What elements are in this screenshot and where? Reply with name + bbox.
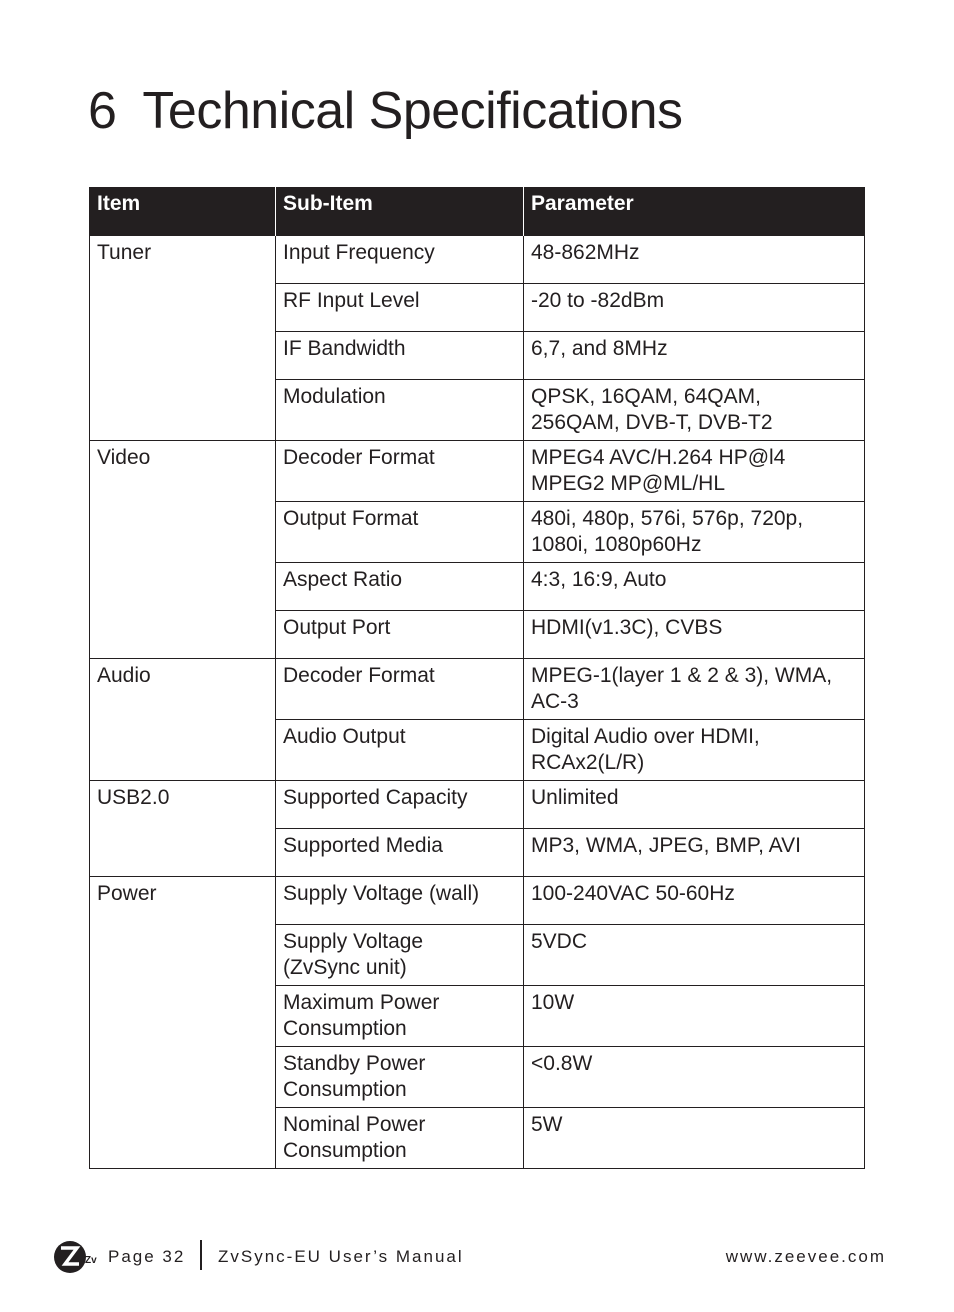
sub-item-cell: Supported Media	[276, 828, 524, 876]
item-cell: Tuner	[90, 235, 276, 440]
item-cell: USB2.0	[90, 780, 276, 876]
item-cell: Video	[90, 440, 276, 658]
parameter-cell: MP3, WMA, JPEG, BMP, AVI	[524, 828, 865, 876]
sub-item-cell: Audio Output	[276, 719, 524, 780]
sub-item-cell: Supply Voltage (wall)	[276, 876, 524, 924]
footer-divider	[200, 1240, 202, 1270]
page-number: Page 32	[108, 1247, 186, 1266]
sub-item-cell: Modulation	[276, 379, 524, 440]
page-footer	[0, 1236, 954, 1276]
table-row	[90, 876, 865, 924]
parameter-cell: Unlimited	[524, 780, 865, 828]
parameter-cell: HDMI(v1.3C), CVBS	[524, 610, 865, 658]
column-header-parameter: Parameter	[524, 187, 865, 235]
parameter-cell: 4:3, 16:9, Auto	[524, 562, 865, 610]
column-header-sub-item: Sub-Item	[276, 187, 524, 235]
table-row	[90, 235, 865, 283]
manual-title: ZvSync-EU User’s Manual	[218, 1247, 464, 1266]
section-number: 6	[88, 82, 117, 140]
column-header-item: Item	[90, 187, 276, 235]
item-cell: Power	[90, 876, 276, 1168]
section-title: Technical Specifications	[142, 82, 683, 140]
parameter-cell: MPEG4 AVC/H.264 HP@l4 MPEG2 MP@ML/HL	[524, 440, 865, 501]
item-cell: Audio	[90, 658, 276, 780]
sub-item-cell: Decoder Format	[276, 658, 524, 719]
table-row	[90, 780, 865, 828]
specifications-table	[89, 187, 865, 1169]
sub-item-cell: Supported Capacity	[276, 780, 524, 828]
table-row	[90, 440, 865, 501]
table-body	[90, 235, 865, 1168]
parameter-cell: 48-862MHz	[524, 235, 865, 283]
sub-item-cell: Standby Power Consumption	[276, 1046, 524, 1107]
sub-item-cell: RF Input Level	[276, 283, 524, 331]
parameter-cell: 6,7, and 8MHz	[524, 331, 865, 379]
parameter-cell: 5VDC	[524, 924, 865, 985]
website-link[interactable]: www.zeevee.com	[725, 1247, 886, 1266]
table-header-row	[90, 187, 865, 235]
parameter-cell: MPEG-1(layer 1 & 2 & 3), WMA, AC-3	[524, 658, 865, 719]
sub-item-cell: Output Port	[276, 610, 524, 658]
sub-item-cell: IF Bandwidth	[276, 331, 524, 379]
sub-item-cell: Nominal Power Consumption	[276, 1107, 524, 1168]
logo-lettering: Zv	[85, 1255, 97, 1266]
parameter-cell: QPSK, 16QAM, 64QAM, 256QAM, DVB-T, DVB-T2	[524, 379, 865, 440]
page-title	[88, 78, 683, 144]
sub-item-cell: Decoder Format	[276, 440, 524, 501]
parameter-cell: <0.8W	[524, 1046, 865, 1107]
sub-item-cell: Input Frequency	[276, 235, 524, 283]
parameter-cell: Digital Audio over HDMI, RCAx2(L/R)	[524, 719, 865, 780]
parameter-cell: 5W	[524, 1107, 865, 1168]
parameter-cell: -20 to -82dBm	[524, 283, 865, 331]
sub-item-cell: Output Format	[276, 501, 524, 562]
parameter-cell: 10W	[524, 985, 865, 1046]
table-row	[90, 658, 865, 719]
sub-item-cell: Supply Voltage (ZvSync unit)	[276, 924, 524, 985]
zeevee-logo-icon	[54, 1239, 97, 1275]
parameter-cell: 100-240VAC 50-60Hz	[524, 876, 865, 924]
sub-item-cell: Aspect Ratio	[276, 562, 524, 610]
sub-item-cell: Maximum Power Consumption	[276, 985, 524, 1046]
parameter-cell: 480i, 480p, 576i, 576p, 720p, 1080i, 1080p60Hz	[524, 501, 865, 562]
